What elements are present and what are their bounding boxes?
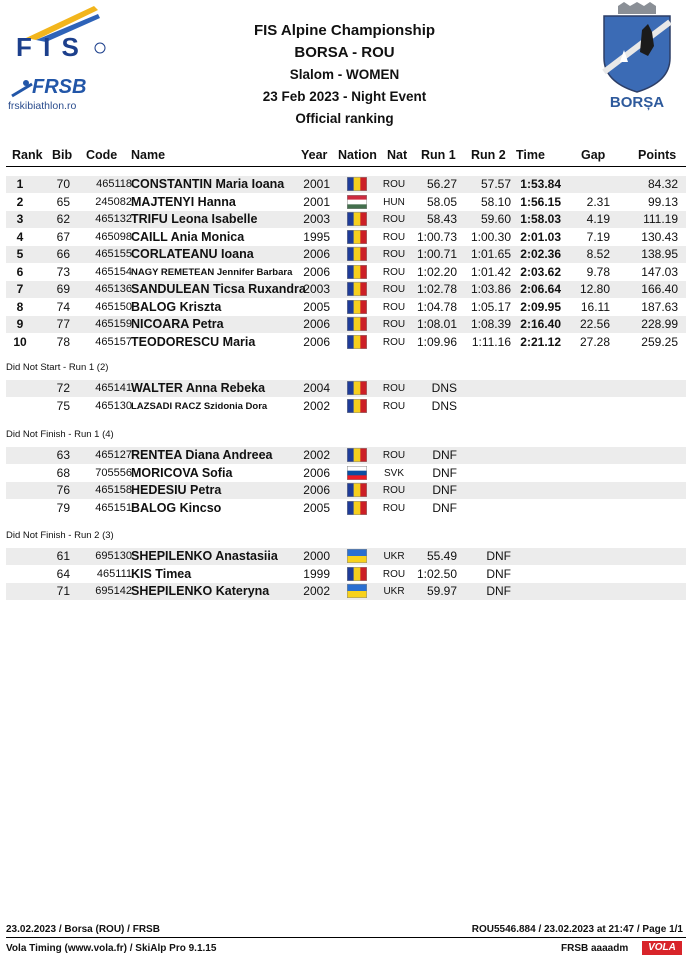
bib-cell: 67 bbox=[56, 229, 70, 244]
nat-code: SVK bbox=[383, 467, 404, 479]
athlete-name: TRIFU Leona Isabelle bbox=[131, 212, 258, 226]
code-cell: 465141 bbox=[95, 382, 132, 394]
run2-cell: 1:08.39 bbox=[470, 317, 511, 331]
nation-flag bbox=[347, 381, 367, 395]
table-row bbox=[6, 229, 686, 246]
code-cell: 465151 bbox=[95, 501, 132, 514]
time-cell: 1:53.84 bbox=[520, 177, 561, 191]
nation-flag bbox=[347, 549, 367, 563]
run1-cell: 1:02.78 bbox=[416, 282, 457, 296]
table-row bbox=[6, 316, 686, 333]
code-cell: 465132 bbox=[95, 213, 132, 225]
athlete-name: SHEPILENKO Kateryna bbox=[131, 584, 270, 598]
col-run2: Run 2 bbox=[471, 148, 506, 162]
event-date: 23 Feb 2023 - Night Event bbox=[262, 89, 427, 104]
year-cell: 2005 bbox=[303, 299, 330, 314]
athlete-name: CAILL Ania Monica bbox=[131, 229, 245, 244]
bib-cell: 70 bbox=[56, 177, 70, 191]
borsa-coat-of-arms bbox=[598, 2, 676, 114]
athlete-name: LAZSADI RACZ Szidonia Dora bbox=[131, 400, 268, 412]
nat-code: ROU bbox=[382, 485, 406, 496]
bib-cell: 78 bbox=[56, 334, 70, 349]
nation-flag bbox=[347, 584, 367, 598]
run2-cell: 1:01.42 bbox=[470, 264, 511, 279]
gap-cell: 27.28 bbox=[579, 334, 610, 349]
rank-cell: 5 bbox=[16, 247, 24, 261]
flag-ukr-icon bbox=[347, 584, 367, 598]
code-cell: 695142 bbox=[95, 585, 132, 597]
bib-cell: 71 bbox=[56, 584, 70, 598]
run1-cell: 1:02.50 bbox=[416, 566, 457, 581]
nation-flag bbox=[347, 448, 367, 462]
year-cell: 2006 bbox=[303, 317, 330, 331]
table-row bbox=[6, 500, 686, 517]
time-cell: 2:03.62 bbox=[520, 264, 561, 279]
flag-hun-icon bbox=[347, 195, 367, 209]
table-row bbox=[6, 482, 686, 499]
year-cell: 2002 bbox=[303, 584, 330, 598]
nat-code: ROU bbox=[382, 400, 406, 412]
rank-cell: 6 bbox=[16, 264, 24, 279]
nation-flag bbox=[347, 483, 367, 497]
run2-cell: 57.57 bbox=[480, 177, 511, 191]
year-cell: 2002 bbox=[303, 398, 330, 413]
bib-cell: 79 bbox=[56, 500, 70, 515]
table-row bbox=[6, 465, 686, 482]
rank-cell: 2 bbox=[16, 194, 24, 209]
nat-code: ROU bbox=[382, 336, 406, 348]
year-cell: 2001 bbox=[303, 177, 330, 191]
flag-rou-icon bbox=[347, 335, 367, 349]
bib-cell: 61 bbox=[56, 549, 70, 563]
athlete-name: CONSTANTIN Maria Ioana bbox=[131, 177, 285, 191]
run1-cell: 58.43 bbox=[426, 212, 457, 226]
nation-flag bbox=[347, 300, 367, 314]
nation-flag bbox=[347, 282, 367, 296]
code-cell: 245082 bbox=[95, 195, 132, 208]
code-cell: 465130 bbox=[95, 399, 132, 412]
year-cell: 2006 bbox=[303, 465, 330, 480]
nation-flag bbox=[347, 317, 367, 331]
run2-cell: DNF bbox=[486, 584, 511, 598]
flag-rou-icon bbox=[347, 399, 367, 413]
section-title: Did Not Finish - Run 2 (3) bbox=[6, 530, 114, 541]
run1-cell: DNF bbox=[432, 500, 457, 515]
run2-cell: DNF bbox=[486, 549, 511, 563]
athlete-name: WALTER Anna Rebeka bbox=[131, 381, 266, 395]
code-cell: 465150 bbox=[95, 300, 132, 313]
run1-cell: DNF bbox=[432, 465, 457, 480]
code-cell: 465159 bbox=[95, 318, 132, 330]
nat-code: ROU bbox=[382, 502, 406, 514]
athlete-name: BALOG Kincso bbox=[131, 500, 222, 515]
athlete-name: NAGY REMETEAN Jennifer Barbara bbox=[131, 266, 293, 278]
fis-logo-text: F I S bbox=[16, 32, 81, 62]
flag-rou-icon bbox=[347, 247, 367, 261]
rank-cell: 7 bbox=[16, 282, 24, 296]
run1-cell: DNF bbox=[432, 448, 457, 462]
time-cell: 1:58.03 bbox=[520, 212, 561, 226]
nat-code: ROU bbox=[382, 249, 406, 260]
rank-cell: 4 bbox=[16, 229, 24, 244]
borsa-logo-text: BORȘA bbox=[609, 94, 665, 111]
nation-flag bbox=[347, 466, 367, 480]
col-points: Points bbox=[638, 148, 677, 162]
year-cell: 2004 bbox=[303, 381, 330, 395]
nat-code: ROU bbox=[382, 568, 406, 580]
run1-cell: DNS bbox=[431, 381, 457, 395]
code-cell: 705556 bbox=[95, 466, 132, 479]
athlete-name: RENTEA Diana Andreea bbox=[131, 448, 273, 462]
table-row bbox=[6, 281, 686, 298]
year-cell: 2002 bbox=[303, 448, 330, 462]
nation-flag bbox=[347, 567, 367, 581]
gap-cell: 8.52 bbox=[586, 247, 610, 261]
year-cell: 2001 bbox=[303, 194, 330, 209]
flag-rou-icon bbox=[347, 300, 367, 314]
table-row bbox=[6, 194, 686, 211]
athlete-name: BALOG Kriszta bbox=[131, 299, 222, 314]
col-nat: Nat bbox=[387, 148, 408, 162]
flag-rou-icon bbox=[347, 483, 367, 497]
nat-code: ROU bbox=[382, 266, 406, 278]
year-cell: 2005 bbox=[303, 500, 330, 515]
nat-code: ROU bbox=[382, 231, 406, 243]
bib-cell: 72 bbox=[56, 381, 70, 395]
footer-divider bbox=[6, 937, 686, 938]
bib-cell: 64 bbox=[56, 566, 70, 581]
run2-cell: 1:11.16 bbox=[471, 334, 511, 349]
nat-code: ROU bbox=[382, 383, 406, 394]
table-row bbox=[6, 246, 686, 263]
rank-cell: 10 bbox=[13, 334, 27, 349]
gap-cell: 2.31 bbox=[586, 194, 610, 209]
bib-cell: 68 bbox=[56, 465, 70, 480]
table-row bbox=[6, 334, 686, 351]
run2-cell: 1:00.30 bbox=[470, 229, 511, 244]
year-cell: 2006 bbox=[303, 483, 330, 497]
gap-cell: 12.80 bbox=[579, 282, 610, 296]
bib-cell: 65 bbox=[56, 194, 70, 209]
table-row bbox=[6, 380, 686, 397]
table-header bbox=[0, 148, 689, 166]
footer-timing-credit: Vola Timing (www.vola.fr) / SkiAlp Pro 9.1.15 bbox=[6, 943, 217, 954]
table-row bbox=[6, 211, 686, 228]
points-cell: 130.43 bbox=[641, 229, 678, 244]
flag-svk-icon bbox=[347, 466, 367, 480]
table-row bbox=[6, 583, 686, 600]
col-year: Year bbox=[301, 148, 328, 162]
col-nation: Nation bbox=[338, 148, 377, 162]
time-cell: 2:01.03 bbox=[520, 229, 561, 244]
year-cell: 2000 bbox=[303, 549, 330, 563]
year-cell: 2003 bbox=[303, 212, 330, 226]
points-cell: 187.63 bbox=[641, 299, 678, 314]
flag-rou-icon bbox=[347, 381, 367, 395]
rank-cell: 1 bbox=[16, 177, 24, 191]
nation-flag bbox=[347, 212, 367, 226]
nation-flag bbox=[347, 335, 367, 349]
year-cell: 1999 bbox=[303, 566, 330, 581]
points-cell: 166.40 bbox=[641, 282, 678, 296]
col-time: Time bbox=[516, 148, 545, 162]
run2-cell: 59.60 bbox=[480, 212, 511, 226]
athlete-name: NICOARA Petra bbox=[131, 317, 224, 331]
run2-cell: 1:03.86 bbox=[470, 282, 511, 296]
code-cell: 465098 bbox=[95, 230, 132, 243]
run1-cell: 1:04.78 bbox=[416, 299, 457, 314]
code-cell: 465127 bbox=[95, 449, 132, 461]
nation-flag bbox=[347, 177, 367, 191]
bib-cell: 75 bbox=[56, 398, 70, 413]
event-place: BORSA - ROU bbox=[294, 44, 395, 61]
code-cell: 465136 bbox=[95, 283, 132, 295]
run1-cell: 1:00.71 bbox=[416, 247, 457, 261]
run1-cell: 1:09.96 bbox=[416, 334, 457, 349]
athlete-name: TEODORESCU Maria bbox=[131, 334, 256, 349]
frsb-logo-text: FRSB bbox=[32, 76, 87, 98]
flag-rou-icon bbox=[347, 317, 367, 331]
bib-cell: 74 bbox=[56, 299, 70, 314]
nation-flag bbox=[347, 230, 367, 244]
code-cell: 465158 bbox=[95, 484, 132, 496]
code-cell: 465118 bbox=[96, 178, 132, 190]
rank-cell: 8 bbox=[16, 299, 24, 314]
flag-rou-icon bbox=[347, 282, 367, 296]
points-cell: 84.32 bbox=[647, 177, 678, 191]
gap-cell: 22.56 bbox=[579, 317, 610, 331]
time-cell: 2:16.40 bbox=[520, 317, 561, 331]
document-header bbox=[0, 20, 689, 130]
ranking-type: Official ranking bbox=[295, 111, 394, 126]
run1-cell: 59.97 bbox=[426, 584, 457, 598]
run1-cell: DNF bbox=[432, 483, 457, 497]
run1-cell: DNS bbox=[431, 398, 457, 413]
col-rank: Rank bbox=[12, 148, 43, 162]
time-cell: 2:21.12 bbox=[520, 334, 561, 349]
nat-code: UKR bbox=[383, 586, 405, 597]
section-title: Did Not Start - Run 1 (2) bbox=[6, 362, 109, 373]
nat-code: ROU bbox=[382, 301, 406, 313]
year-cell: 1995 bbox=[303, 229, 330, 244]
flag-rou-icon bbox=[347, 567, 367, 581]
table-row bbox=[6, 398, 686, 415]
run1-cell: 1:08.01 bbox=[416, 317, 457, 331]
vola-logo: VOLA bbox=[642, 941, 682, 955]
nat-code: ROU bbox=[382, 284, 406, 295]
code-cell: 695130 bbox=[95, 550, 132, 562]
athlete-name: CORLATEANU Ioana bbox=[131, 247, 254, 261]
run2-cell: 1:05.17 bbox=[470, 299, 511, 314]
flag-rou-icon bbox=[347, 177, 367, 191]
nation-flag bbox=[347, 265, 367, 279]
bib-cell: 77 bbox=[56, 317, 70, 331]
frsb-url: frskibiathlon.ro bbox=[8, 100, 77, 112]
athlete-name: SHEPILENKO Anastasiia bbox=[131, 549, 278, 563]
col-code: Code bbox=[86, 148, 118, 162]
time-cell: 2:09.95 bbox=[520, 299, 561, 314]
run2-cell: 58.10 bbox=[480, 194, 511, 209]
bib-cell: 69 bbox=[56, 282, 70, 296]
run2-cell: DNF bbox=[486, 566, 511, 581]
points-cell: 228.99 bbox=[641, 317, 678, 331]
code-cell: 465155 bbox=[95, 248, 132, 260]
points-cell: 147.03 bbox=[641, 264, 678, 279]
athlete-name: SANDULEAN Ticsa Ruxandra bbox=[131, 282, 306, 296]
table-row bbox=[6, 548, 686, 565]
run1-cell: 58.05 bbox=[426, 194, 457, 209]
year-cell: 2003 bbox=[303, 282, 330, 296]
table-row bbox=[6, 176, 686, 193]
athlete-name: MORICOVA Sofia bbox=[131, 465, 233, 480]
code-cell: 465154 bbox=[95, 265, 132, 278]
run1-cell: 55.49 bbox=[426, 549, 457, 563]
flag-rou-icon bbox=[347, 501, 367, 515]
year-cell: 2006 bbox=[303, 264, 330, 279]
run2-cell: 1:01.65 bbox=[470, 247, 511, 261]
section-title: Did Not Finish - Run 1 (4) bbox=[6, 429, 114, 440]
time-cell: 1:56.15 bbox=[520, 194, 561, 209]
col-run1: Run 1 bbox=[421, 148, 456, 162]
rank-cell: 3 bbox=[16, 212, 24, 226]
run1-cell: 1:00.73 bbox=[416, 229, 457, 244]
col-bib: Bib bbox=[52, 148, 73, 162]
nation-flag bbox=[347, 195, 367, 209]
nat-code: HUN bbox=[383, 196, 405, 208]
footer-right-info: ROU5546.884 / 23.02.2023 at 21:47 / Page 1/1 bbox=[471, 924, 683, 935]
table-row bbox=[6, 299, 686, 316]
time-cell: 2:06.64 bbox=[520, 282, 561, 296]
bib-cell: 73 bbox=[56, 264, 70, 279]
code-cell: 465157 bbox=[95, 335, 132, 348]
gap-cell: 4.19 bbox=[586, 212, 610, 226]
bib-cell: 76 bbox=[56, 483, 70, 497]
year-cell: 2006 bbox=[303, 247, 330, 261]
table-row bbox=[6, 447, 686, 464]
points-cell: 111.19 bbox=[643, 212, 678, 226]
col-name: Name bbox=[131, 148, 166, 162]
gap-cell: 7.19 bbox=[586, 229, 610, 244]
event-discipline: Slalom - WOMEN bbox=[289, 67, 400, 82]
event-title: FIS Alpine Championship bbox=[253, 22, 436, 39]
flag-rou-icon bbox=[347, 230, 367, 244]
run1-cell: 56.27 bbox=[426, 177, 457, 191]
gap-cell: 16.11 bbox=[580, 299, 610, 314]
code-cell: 465111 bbox=[96, 567, 132, 580]
bib-cell: 63 bbox=[56, 448, 70, 462]
flag-rou-icon bbox=[347, 212, 367, 226]
gap-cell: 9.78 bbox=[586, 264, 610, 279]
points-cell: 259.25 bbox=[641, 334, 678, 349]
athlete-name: KIS Timea bbox=[131, 566, 192, 581]
bib-cell: 66 bbox=[56, 247, 70, 261]
nat-code: ROU bbox=[382, 450, 406, 461]
footer-left-info: 23.02.2023 / Borsa (ROU) / FRSB bbox=[6, 924, 160, 935]
flag-ukr-icon bbox=[347, 549, 367, 563]
points-cell: 138.95 bbox=[641, 247, 678, 261]
footer-operator: FRSB aaaadm bbox=[561, 943, 629, 954]
rank-cell: 9 bbox=[16, 317, 24, 331]
nation-flag bbox=[347, 399, 367, 413]
flag-rou-icon bbox=[347, 448, 367, 462]
points-cell: 99.13 bbox=[647, 194, 678, 209]
time-cell: 2:02.36 bbox=[520, 247, 561, 261]
nat-code: ROU bbox=[382, 179, 406, 190]
nat-code: ROU bbox=[382, 319, 406, 330]
table-row bbox=[6, 566, 686, 583]
year-cell: 2006 bbox=[303, 334, 330, 349]
header-divider bbox=[6, 166, 686, 167]
flag-rou-icon bbox=[347, 265, 367, 279]
coat-of-arms-icon bbox=[598, 2, 676, 94]
nat-code: UKR bbox=[383, 551, 405, 562]
athlete-name: MAJTENYI Hanna bbox=[131, 194, 236, 209]
nation-flag bbox=[347, 247, 367, 261]
col-gap: Gap bbox=[581, 148, 606, 162]
athlete-name: HEDESIU Petra bbox=[131, 483, 222, 497]
bib-cell: 62 bbox=[56, 212, 70, 226]
nat-code: ROU bbox=[382, 214, 406, 225]
nation-flag bbox=[347, 501, 367, 515]
table-row bbox=[6, 264, 686, 281]
run1-cell: 1:02.20 bbox=[416, 264, 457, 279]
